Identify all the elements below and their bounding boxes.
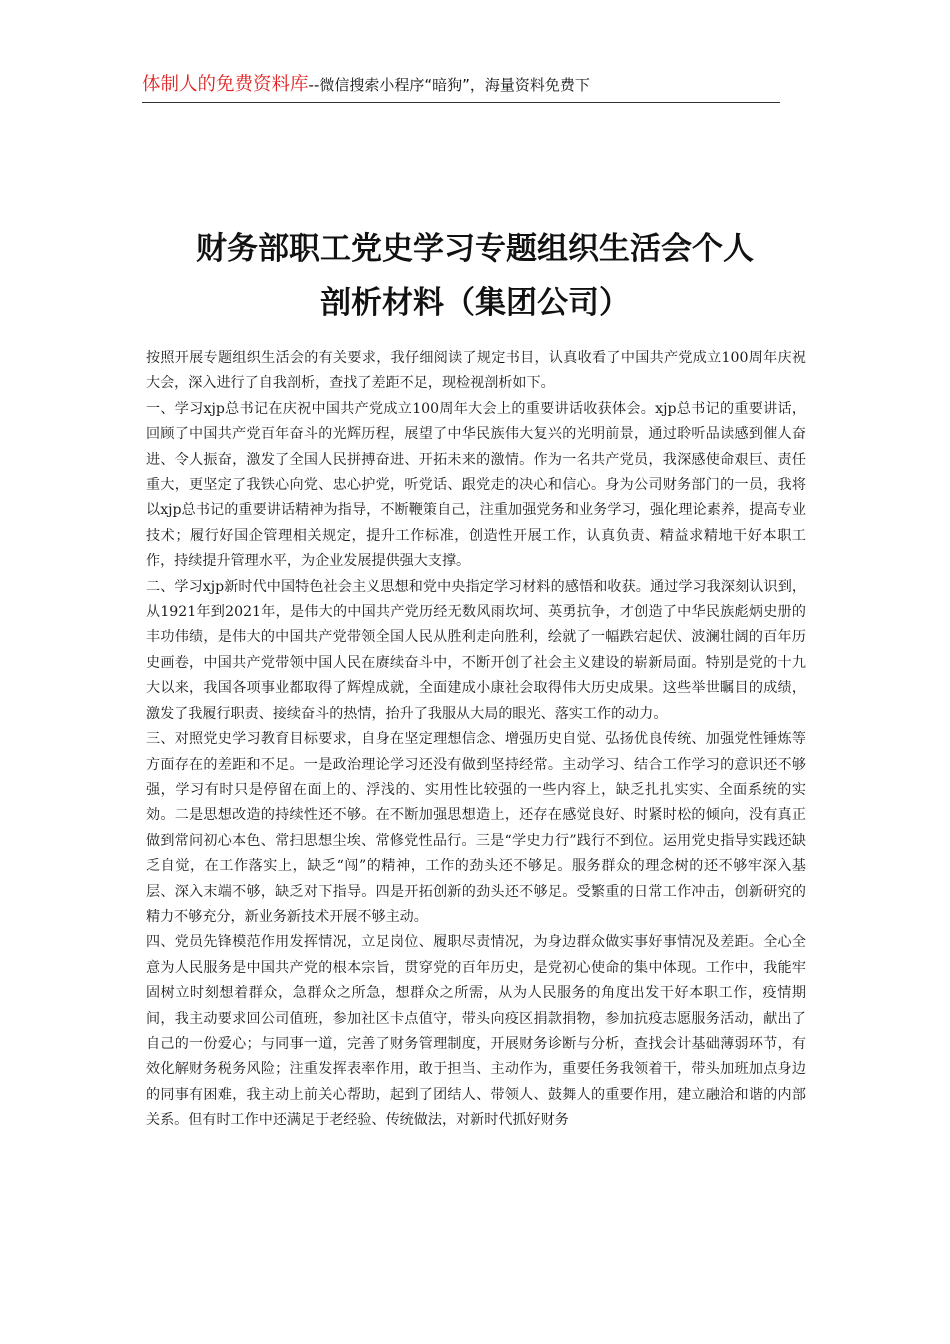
document-title bbox=[140, 222, 810, 330]
document-body bbox=[146, 346, 806, 1134]
header-brand: 体制人的免费资料库 bbox=[142, 74, 309, 95]
paragraph-section-2: 二、学习xjp新时代中国特色社会主义思想和党中央指定学习材料的感悟和收获。通过学习我深刻认识到，从1921年到2021年，是伟大的中国共产党历经无数风雨坎坷、英勇抗争，才创造了中华民族彪炳史册的丰功伟绩，是伟大的中国共产党带领全国人民从胜利走向胜利，绘就了一幅跌宕起伏、波澜壮阔的百年历史画卷，中国共产党带领中国人民在赓续奋斗中，不断开创了社会主义建设的崭新局面。特别是党的十九大以来，我国各项事业都取得了辉煌成就，全面建成小康社会取得伟大历史成果。这些举世瞩目的成绩，激发了我履行职责、接续奋斗的热情，抬升了我服从大局的眼光、落实工作的动力。 bbox=[146, 578, 806, 722]
header-note: --微信搜索小程序“暗狗”，海量资料免费下 bbox=[308, 76, 590, 94]
title-line-1: 财务部职工党史学习专题组织生活会个人 bbox=[196, 231, 754, 267]
paragraph-section-3: 三、对照党史学习教育目标要求，自身在坚定理想信念、增强历史自觉、弘扬优良传统、加强党性锤炼等方面存在的差距和不足。一是政治理论学习还没有做到坚持经常。主动学习、结合工作学习的意识还不够强，学习有时只是停留在面上的、浮浅的、实用性比较强的一些内容上，缺乏扎扎实实、全面系统的实効。二是思想改造的持续性还不够。在不断加强思想造上，还存在感觉良好、时紧时松的倾向，没有真正做到常问初心本色、常扫思想尘埃、常修党性品行。三是“学史力行”践行不到位。运用党史指导实践还缺乏自觉，在工作落实上，缺乏“闯”的精神，工作的劲头还不够足。服务群众的理念树的还不够牢深入基层、深入末端不够，缺乏对下指导。四是开拓创新的劲头还不够足。受繁重的日常工作冲击，创新研究的精力不够充分，新业务新技术开展不够主动。 bbox=[146, 731, 806, 925]
paragraph-section-4: 四、党员先锋模范作用发挥情况，立足岗位、履职尽责情况，为身边群众做实事好事情况及差距。全心全意为人民服务是中国共产党的根本宗旨，贯穿党的百年历史，是党初心使命的集中体现。工作中，我能牢固树立时刻想着群众，急群众之所急，想群众之所需，从为人民服务的角度出发干好本职工作，疫情期间，我主动要求回公司值班，参加社区卡点值守，带头向疫区捐款捐物，参加抗疫志愿服务活动，献出了自己的一份爱心；与同事一道，完善了财务管理制度，开展财务诊断与分析，查找会计基础薄弱环节，有效化解财务税务风险；注重发挥表率作用，敢于担当、主动作为，重要任务我领着干，带头加班加点身边的同事有困难，我主动上前关心帮助，起到了团结人、带领人、鼓舞人的重要作用，建立融洽和谐的内部关系。但有时工作中还满足于老经验、传统做法，对新时代抓好财务 bbox=[146, 934, 806, 1129]
page-header bbox=[142, 70, 780, 103]
title-line-2: 剖析材料（集团公司） bbox=[320, 285, 630, 321]
paragraph-section-1: 一、学习xjp总书记在庆祝中国共产党成立100周年大会上的重要讲话收获体会。xjp总书记的重要讲话，回顾了中国共产党百年奋斗的光辉历程，展望了中华民族伟大复兴的光明前景，通过聆听品读感到催人奋进、令人振奋，激发了全国人民拼搏奋进、开拓未来的激情。作为一名共产党员，我深感使命艰巨、责任重大，更坚定了我铁心向党、忠心护党，听党话、跟党走的决心和信心。身为公司财务部门的一员，我将以xjp总书记的重要讲话精神为指导，不断鞭策自己，注重加强党务和业务学习，强化理论素养，提高专业技术；履行好国企管理相关规定，提升工作标准，创造性开展工作，认真负责、精益求精地干好本职工作，持续提升管理水平，为企业发展提供强大支撑。 bbox=[146, 400, 806, 570]
paragraph-intro: 按照开展专题组织生活会的有关要求，我仔细阅读了规定书目，认真收看了中国共产党成立100周年庆祝大会，深入进行了自我剖析，查找了差距不足，现检视剖析如下。 bbox=[146, 350, 806, 392]
